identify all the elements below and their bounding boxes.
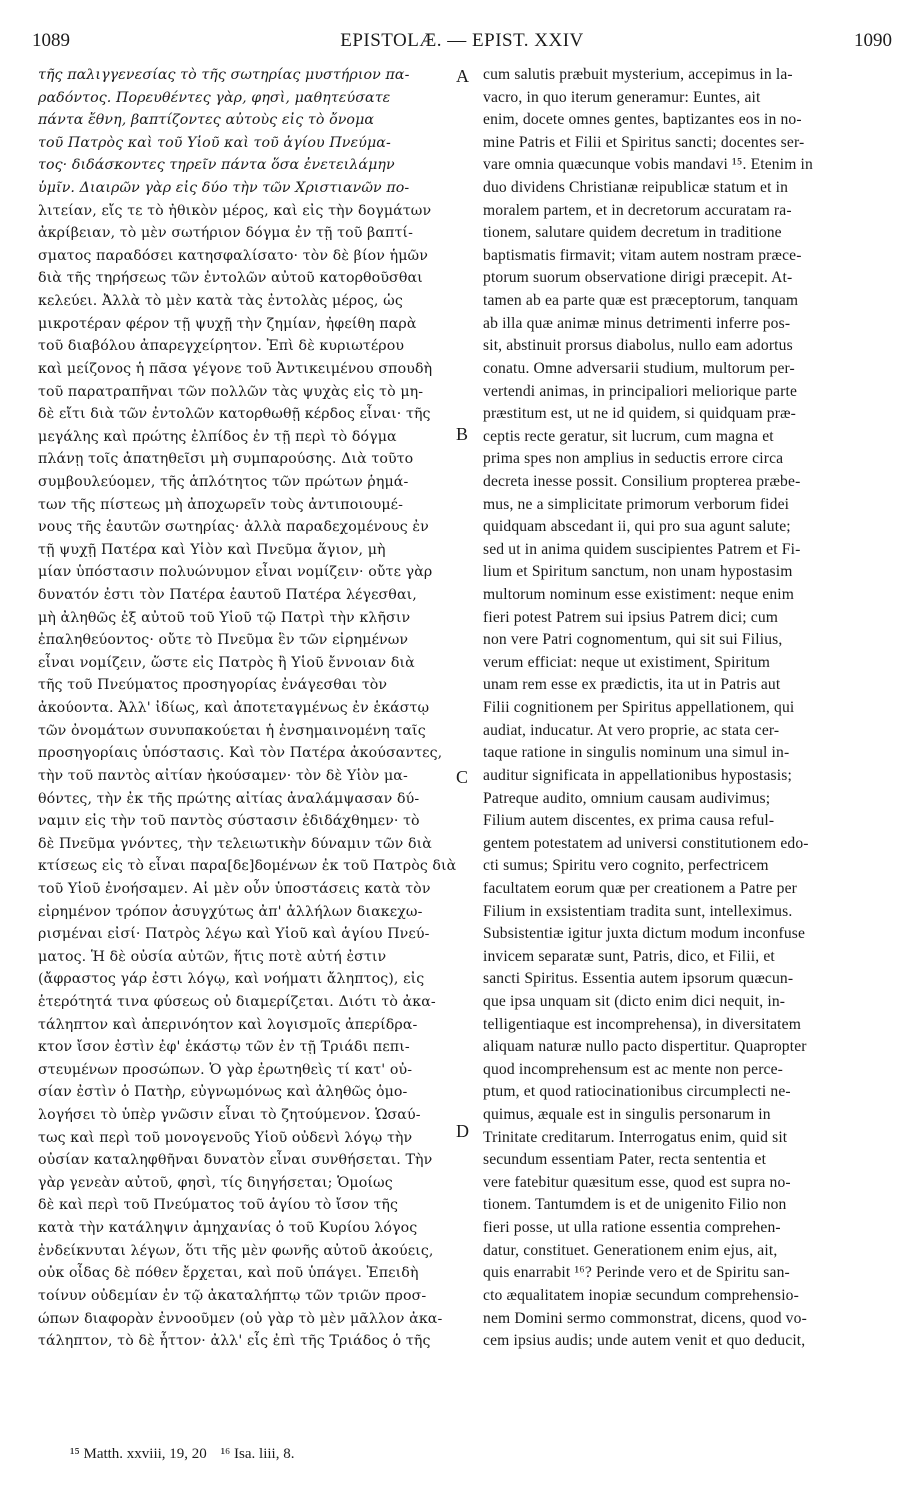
latin-text-line: taque ratione in singulis nominum una simul in- (483, 744, 790, 762)
latin-text-line: datur, constituet. Generationem enim ejus, ait, (483, 1241, 778, 1259)
greek-text-line: οὐκ οἶδας δὲ πόθεν ἔρχεται, καὶ ποῦ ὑπάγει. Ἐπειδὴ (38, 1265, 419, 1282)
latin-text-line: tamen ab ea parte quæ est præceptorum, tanquam (483, 292, 799, 310)
greek-text-line: ἐνδείκνυται λέγων, ὅτι τῆς μὲν φωνῆς αὐτοῦ ἀκούεις, (38, 1242, 434, 1259)
greek-text-line: δὲ Πνεῦμα γνόντες, τὴν τελειωτικὴν δύναμιν τῶν διὰ (38, 835, 432, 852)
greek-text-line: τος· διδάσκοντες τηρεῖν πάντα ὅσα ἐνετειλάμην (38, 157, 395, 174)
greek-text-line: ματος. Ἡ δὲ οὐσία αὐτῶν, ἥτις ποτὲ αὐτή ἐστιν (38, 948, 387, 965)
latin-text-line: cum salutis præbuit mysterium, accepimus in la- (483, 66, 793, 83)
greek-text-line: πλάνῃ τοῖς ἀπατηθεῖσι μὴ συμπαρούσης. Διὰ τοῦτο (38, 451, 414, 468)
greek-text-line: καὶ μείζονος ἡ πᾶσα γέγονε τοῦ Ἀντικειμένου σπουδὴ (38, 360, 433, 377)
greek-text-line: τοῦ Πατρὸς καὶ τοῦ Υἱοῦ καὶ τοῦ ἁγίου Πνεύμα- (38, 134, 391, 151)
greek-text-line: των τῆς πίστεως μὴ ἀποχωρεῖν τοὺς ἀντιποιουμέ- (38, 496, 404, 513)
latin-text-line: verum efficiat: neque ut existiment, Spiritum (483, 653, 771, 671)
greek-text-line: εἶναι νομίζειν, ὥστε εἰς Πατρὸς ἢ Υἱοῦ ἔννοιαν διὰ (38, 654, 415, 671)
greek-text-line: ἀκρίβειαν, τὸ μὲν σωτήριον δόγμα ἐν τῇ τοῦ βαπτί- (38, 225, 413, 242)
greek-text-line: τάληπτον καὶ ἀπερινόητον καὶ λογισμοῖς ἀπερίδρα- (38, 1016, 418, 1033)
latin-text-line: ab illa quæ animæ minus detrimenti inferre pos- (483, 314, 791, 332)
greek-text-line: τῆς παλιγγενεσίας τὸ τῆς σωτηρίας μυστήριον πα- (38, 67, 410, 83)
greek-text-line: λιτείαν, εἴς τε τὸ ἠθικὸν μέρος, καὶ εἰς τὴν δογμάτων (38, 202, 432, 219)
greek-text-line: ρισμέναι εἰσί· Πατρὸς λέγω καὶ Υἱοῦ καὶ ἁγίου Πνεύ- (38, 926, 430, 943)
greek-text-line: συμβουλεύομεν, τῆς ἁπλότητος τῶν πρώτων ῥημά- (38, 473, 409, 490)
footnote-16: ¹⁶ Isa. liii, 8. (220, 1446, 295, 1462)
latin-text-line: baptismatis firmavit; vitam autem nostram præce- (483, 246, 802, 264)
greek-text-line: ώπων διαφορὰν ἐννοοῦμεν (οὐ γὰρ τὸ μὲν μᾶλλον ἀκα- (38, 1310, 443, 1327)
latin-text-line: quimus, æquale est in singulis personarum in (483, 1106, 771, 1124)
latin-text-line: nem Domini sermo commonstrat, dicens, quod vo- (483, 1309, 807, 1327)
greek-text-line: τοίνυν οὐδεμίαν ἐν τῷ ἀκαταλήπτῳ τῶν τριῶν προσ- (38, 1287, 427, 1304)
greek-text-line: μὴ ἀληθῶς ἐξ αὐτοῦ τοῦ Υἱοῦ τῷ Πατρὶ τὴν κλῆσιν (38, 609, 411, 626)
greek-text-line: πάντα ἔθνη, βαπτίζοντες αὐτοὺς εἰς τὸ ὄνομα (38, 112, 375, 129)
latin-text-line: sit, abstinuit prorsus diabolus, nullo eam adortus (483, 337, 793, 355)
greek-text-line: ἑτερότητά τινα φύσεως οὐ διαμερίζεται. Διότι τὸ ἀκα- (38, 993, 436, 1010)
greek-text-line: (ἄφραστος γάρ ἐστι λόγῳ, καὶ νοήματι ἄληπτος), εἰς (38, 971, 425, 988)
greek-text-line: τῶν ὀνομάτων συνυπακούεται ἡ ἐνσημαινομένη ταῖς (38, 722, 426, 739)
latin-text-line: Patreque audito, omnium causam audivimus; (483, 789, 771, 807)
greek-text-line: τοῦ διαβόλου ἀπαρεγχείρητον. Ἐπὶ δὲ κυριωτέρου (38, 338, 405, 355)
greek-text-line: δὲ εἴτι διὰ τῶν ἐντολῶν κατορθωθῇ κέρδος εἶναι· τῆς (38, 406, 431, 423)
latin-text-line: conatu. Omne adversarii studium, multorum per- (483, 359, 795, 377)
latin-text-line: duo dividens Christianæ reipublicæ statum et in (483, 179, 789, 197)
latin-text-line: sed ut in anima quidem suscipientes Patrem et Fi- (483, 540, 801, 558)
latin-text-line: Subsistentiæ igitur juxta dictum modum inconfuse (483, 925, 806, 943)
latin-text-line: cti sumus; Spiritu vero cognito, perfectricem (483, 857, 769, 875)
greek-text-line: νους τῆς ἑαυτῶν σωτηρίας· ἀλλὰ παραδεχομένους ἐν (38, 519, 429, 536)
latin-text-line: quis enarrabit ¹⁶? Perinde vero et de Spiritu san- (483, 1264, 790, 1282)
latin-text-line: secundum essentiam Pater, recta sententia et (483, 1151, 767, 1169)
greek-text-line: ὑμῖν. Διαιρῶν γὰρ εἰς δύο τὴν τῶν Χριστιανῶν πο- (38, 180, 410, 197)
latin-text-line: cem ipsius audis; unde autem venit et quo deducit, (483, 1332, 806, 1350)
latin-text-line: quod incomprehensum est ac mente non perce- (483, 1060, 784, 1078)
latin-text-line: unam rem esse ex prædictis, ita ut in Patris aut (483, 676, 781, 694)
latin-text-line: prima spes non amplius in seductis errore circa (483, 450, 784, 468)
greek-text-line: κτον ἴσον ἐστὶν ἐφ' ἑκάστῳ τῶν ἐν τῇ Τριάδι πεπι- (38, 1039, 410, 1056)
latin-text-line: telligentiaque est incomprehensa), in diversitatem (483, 1015, 801, 1033)
greek-text-line: τως καὶ περὶ τοῦ μονογενοῦς Υἱοῦ οὐδενὶ λόγῳ τὴν (38, 1129, 413, 1146)
latin-text-line: cto æqualitatem inopiæ secundum comprehensio- (483, 1286, 799, 1304)
latin-text-line: mus, ne a simplicitate primorum verborum fidei (483, 495, 790, 513)
latin-text-line: ptorum suorum observatione dirigi præcepit. At- (483, 269, 793, 287)
page-number-right: 1090 (854, 30, 892, 51)
footnotes (70, 1446, 304, 1463)
greek-text-line: ἐπαληθεύοντος· οὔτε τὸ Πνεῦμα ἓν τῶν εἰρημένων (38, 632, 409, 649)
latin-text-line: fieri posse, ut ulla ratione essentia comprehen- (483, 1219, 781, 1237)
latin-text-line: lium et Spiritum sanctum, non unam hypostasim (483, 563, 793, 581)
greek-text-line: διὰ τῆς τηρήσεως τῶν ἐντολῶν αὐτοῦ κατορθοῦσθαι (38, 270, 423, 287)
greek-text-line: σίαν ἐστὶν ὁ Πατὴρ, εὐγνωμόνως καὶ ἀληθῶς ὁμο- (38, 1084, 408, 1101)
latin-text-line: tionem, salutare quidem decretum in traditione (483, 224, 782, 242)
greek-text-line: θόντες, τὴν ἐκ τῆς πρώτης αἰτίας ἀναλάμψασαν δύ- (38, 790, 420, 807)
latin-text-line: Filium in exsistentiam tradita sunt, intelleximus. (483, 902, 793, 920)
greek-text-line: δυνατόν ἐστι τὸν Πατέρα ἑαυτοῦ Πατέρα λέγεσθαι, (38, 587, 417, 604)
greek-text-line: τάληπτον, τὸ δὲ ἧττον· ἀλλ' εἷς ἐπὶ τῆς Τριάδος ὁ τῆς (38, 1333, 431, 1350)
latin-text-line: vertendi animas, in principaliori meliorique parte (483, 382, 798, 400)
page-header (32, 30, 892, 56)
greek-text-line: μικροτέραν φέρον τῇ ψυχῇ τὴν ζημίαν, ἠφείθη παρὰ (38, 315, 417, 332)
latin-text-line: invicem separatæ sunt, Patris, dico, et Filii, et (483, 947, 775, 965)
latin-text-line: audiat, inducatur. At vero proprie, ac stata cer- (483, 721, 780, 739)
page-number-left: 1089 (32, 30, 70, 51)
greek-text-line: προσηγορίαις ὑπόστασις. Καὶ τὸν Πατέρα ἀκούσαντες, (38, 745, 443, 762)
greek-text-line: λογήσει τὸ ὑπὲρ γνῶσιν εἶναι τὸ ζητούμενον. Ὡσαύ- (38, 1107, 421, 1124)
latin-text-line: multorum nominum esse existiment: neque enim (483, 586, 795, 604)
latin-text-line: Trinitate creditarum. Interrogatus enim, quid sit (483, 1128, 788, 1146)
greek-text-line: ραδόντος. Πορευθέντες γὰρ, φησὶ, μαθητεύσατε (38, 89, 391, 106)
latin-text-line: quidquam abscedant ii, qui pro sua agunt salute; (483, 518, 791, 536)
greek-text-line: τῆς τοῦ Πνεύματος προσηγορίας ἐνάγεσθαι τὸν (38, 677, 388, 694)
latin-text-line: gentem potestatem ad universi constitutionem edo- (483, 834, 809, 852)
latin-column (483, 64, 893, 1353)
section-marker-a: A (456, 66, 469, 86)
latin-text-line: facultatem eorum quæ per creationem a Patre per (483, 879, 798, 897)
latin-text-line: mine Patris et Filii et Spiritus sancti; docentes ser- (483, 133, 805, 151)
latin-text-line: vare omnia quæcunque vobis mandavi ¹⁵. Etenim in (483, 156, 813, 174)
greek-text-line: οὐσίαν καταληφθῆναι δυνατὸν εἶναι συνθήσεται. Τὴν (38, 1152, 433, 1169)
greek-text-line: δὲ καὶ περὶ τοῦ Πνεύματος τοῦ ἁγίου τὸ ἴσον τῆς (38, 1197, 399, 1214)
greek-text-line: ναμιν εἰς τὴν τοῦ παντὸς σύστασιν ἐδιδάχθημεν· τὸ (38, 813, 420, 830)
latin-text-line: non vere Patri cognomentum, qui sit sui Filius, (483, 631, 783, 649)
greek-text-line: στευμένων προσώπων. Ὁ γὰρ ἐρωτηθεὶς τί κατ' οὐ- (38, 1061, 413, 1078)
latin-text-line: vere fatebitur quæsitum esse, quod est supra no- (483, 1173, 791, 1191)
latin-text-line: decreta inesse possit. Consilium propterea præbe- (483, 472, 801, 490)
section-marker-c: C (456, 767, 469, 787)
footnote-15: ¹⁵ Matth. xxviii, 19, 20 (70, 1446, 207, 1462)
greek-text-line: γὰρ γενεὰν αὐτοῦ, φησὶ, τίς διηγήσεται; Ὁμοίως (38, 1174, 393, 1191)
latin-text-line: ceptis recte geratur, sit lucrum, cum magna et (483, 427, 774, 445)
greek-text-line: κελεύει. Ἀλλὰ τὸ μὲν κατὰ τὰς ἐντολὰς μέρος, ὡς (38, 293, 403, 310)
section-marker-b: B (456, 424, 469, 444)
latin-text-line: moralem partem, et in decretorum accuratam ra- (483, 201, 792, 219)
latin-text-line: enim, docete omnes gentes, baptizantes eos in no- (483, 111, 802, 129)
greek-text-line: κτίσεως εἰς τὸ εἶναι παρα[δε]δομένων ἐκ τοῦ Πατρὸς διὰ (38, 858, 457, 875)
greek-text-line: σματος παραδόσει κατησφαλίσατο· τὸν δὲ βίον ἡμῶν (38, 247, 428, 264)
greek-text-line: τὴν τοῦ παντὸς αἰτίαν ἠκούσαμεν· τὸν δὲ Υἱὸν μα- (38, 767, 408, 784)
greek-text-line: τῇ ψυχῇ Πατέρα καὶ Υἱὸν καὶ Πνεῦμα ἅγιον, μὴ (38, 541, 386, 558)
running-title: EPISTOLÆ. — EPIST. XXIV (340, 30, 584, 51)
greek-text-line: μίαν ὑπόστασιν πολυώνυμον εἶναι νομίζειν· οὔτε γὰρ (38, 564, 433, 581)
latin-text-line: auditur significata in appellationibus hypostasis; (483, 766, 792, 784)
latin-text-line: præstitum est, ut ne id quidem, si quidquam præ- (483, 405, 796, 423)
latin-text-line: sancti Spiritus. Essentia autem ipsorum quæcun- (483, 970, 794, 988)
latin-text-line: tionem. Tantumdem is et de unigenito Filio non (483, 1196, 787, 1214)
latin-text-line: aliquam naturæ nullo pacto dispertitur. Quapropter (483, 1038, 807, 1056)
latin-text-line: vacro, in quo iterum generamur: Euntes, ait (483, 88, 761, 106)
greek-column (38, 64, 456, 1353)
latin-text-line: Filium autem discentes, ex prima causa reful- (483, 812, 775, 830)
greek-text-line: ἀκούοντα. Ἀλλ' ἰδίως, καὶ ἀποτεταγμένως ἐν ἑκάστῳ (38, 700, 430, 717)
greek-text-line: τοῦ παρατραπῆναι τῶν πολλῶν τὰς ψυχὰς εἰς τὸ μη- (38, 383, 424, 400)
greek-text-line: εἰρημένον τρόπον ἀσυγχύτως ἀπ' ἀλλήλων διακεχω- (38, 903, 423, 920)
greek-text-line: μεγάλης καὶ πρώτης ἐλπίδος ἐν τῇ περὶ τὸ δόγμα (38, 428, 397, 445)
greek-text-line: κατὰ τὴν κατάληψιν ἀμηχανίας ὁ τοῦ Κυρίου λόγος (38, 1220, 418, 1237)
latin-text-line: fieri potest Patrem sui ipsius Patrem dici; cum (483, 608, 779, 626)
latin-text-line: Filii cognitionem per Spiritus appellationem, qui (483, 699, 795, 717)
greek-text-line: τοῦ Υἱοῦ ἐνοήσαμεν. Αἱ μὲν οὖν ὑποστάσεις κατὰ τὸν (38, 880, 431, 897)
section-marker-d: D (456, 1121, 469, 1141)
latin-text-line: que ipsa unquam sit (dicto enim dici nequit, in- (483, 992, 786, 1010)
latin-text-line: ptum, et quod ratiocinationibus circumplecti ne- (483, 1083, 791, 1101)
